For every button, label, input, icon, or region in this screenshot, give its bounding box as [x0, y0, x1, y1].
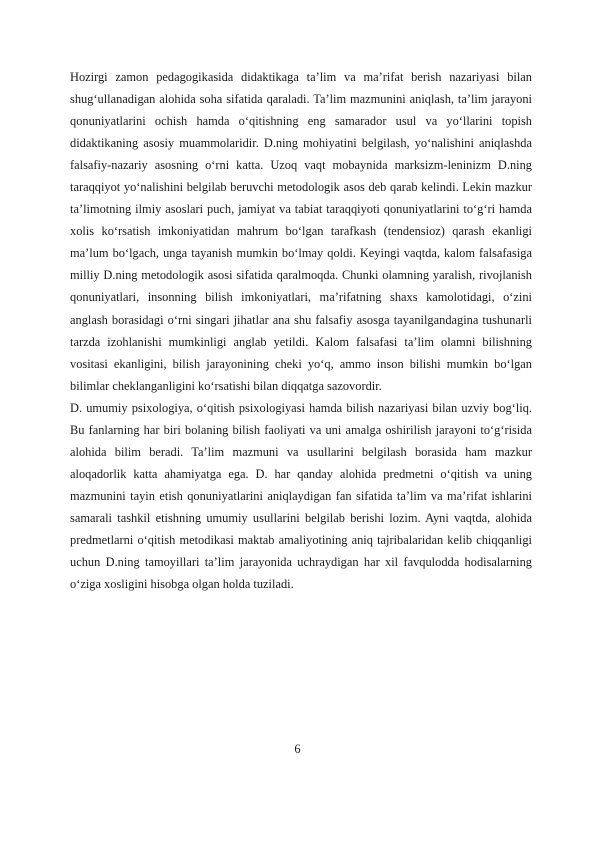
paragraph-1: Hozirgi zamon pedagogikasida didaktikaga taʼlim va maʼrifat berish nazariyasi bilan shugʻullanadigan alohida soha sifatida qaraladi. Taʼlim mazmunini aniqlash, taʼlim jarayoni qonuniyatlarini ochish hamda oʻqitishning eng samarador usul va yoʻllarini topish didaktikaning asosiy muammolaridir. D.ning mohiyatini belgilash, yoʻnalishini aniqlashda falsafiy-nazariy asosning oʻrni katta. Uzoq vaqt mobaynida marksizm-leninizm D.ning taraqqiyot yoʻnalishini belgilab beruvchi metodologik asos deb qarab kelindi. Lekin mazkur taʼlimotning ilmiy asoslari puch, jamiyat va tabiat taraqqiyoti qonuniyatlarini toʻgʻri hamda xolis koʻrsatish imkoniyatidan mahrum boʻlgan tarafkash (tendensioz) qarash ekanligi maʼlum boʻlgach, unga tayanish mumkin boʻlmay qoldi. Keyingi vaqtda, kalom falsafasiga milliy D.ning metodologik asosi sifatida qaralmoqda. Chunki olamning yaralish, rivojlanish qonuniyatlari, insonning bilish imkoniyatlari, maʼrifatning shaxs kamolotidagi, oʻzini anglash borasidagi oʻrni singari jihatlar ana shu falsafiy asosga tayanilgandagina tushunarli tarzda izohlanishi mumkinligi anglab yetildi. Kalom falsafasi taʼlim olamni bilishning vositasi ekanligini, bilish jarayonining cheki yoʻq, ammo inson bilishi mumkin boʻlgan bilimlar cheklanganligini koʻrsatishi bilan diqqatga sazovordir. — [70, 70, 532, 393]
paragraph-2: D. umumiy psixologiya, oʻqitish psixologiyasi hamda bilish nazariyasi bilan uzviy bogʻliq. Bu fanlarning har biri bolaning bilish faoliyati va uni amalga oshirilish jarayoni toʻgʻrisida alohida bilim beradi. Taʼlim mazmuni va usullarini belgilash borasida ham mazkur aloqadorlik katta ahamiyatga ega. D. har qanday alohida predmetni oʻqitish va uning mazmunini tayin etish qonuniyatlarini aniqlaydigan fan sifatida taʼlim va maʼrifat ishlarini samarali tashkil etishning umumiy usullarini belgilab berishi lozim. Ayni vaqtda, alohida predmetlarni oʻqitish metodikasi maktab amaliyotining aniq tajribalaridan kelib chiqqanligi uchun D.ning tamoyillari taʼlim jarayonida uchraydigan har xil favqulodda hodisalarning oʻziga xosligini hisobga olgan holda tuziladi. — [70, 400, 532, 592]
page-number: 6 — [294, 742, 301, 756]
body-text — [70, 66, 532, 595]
